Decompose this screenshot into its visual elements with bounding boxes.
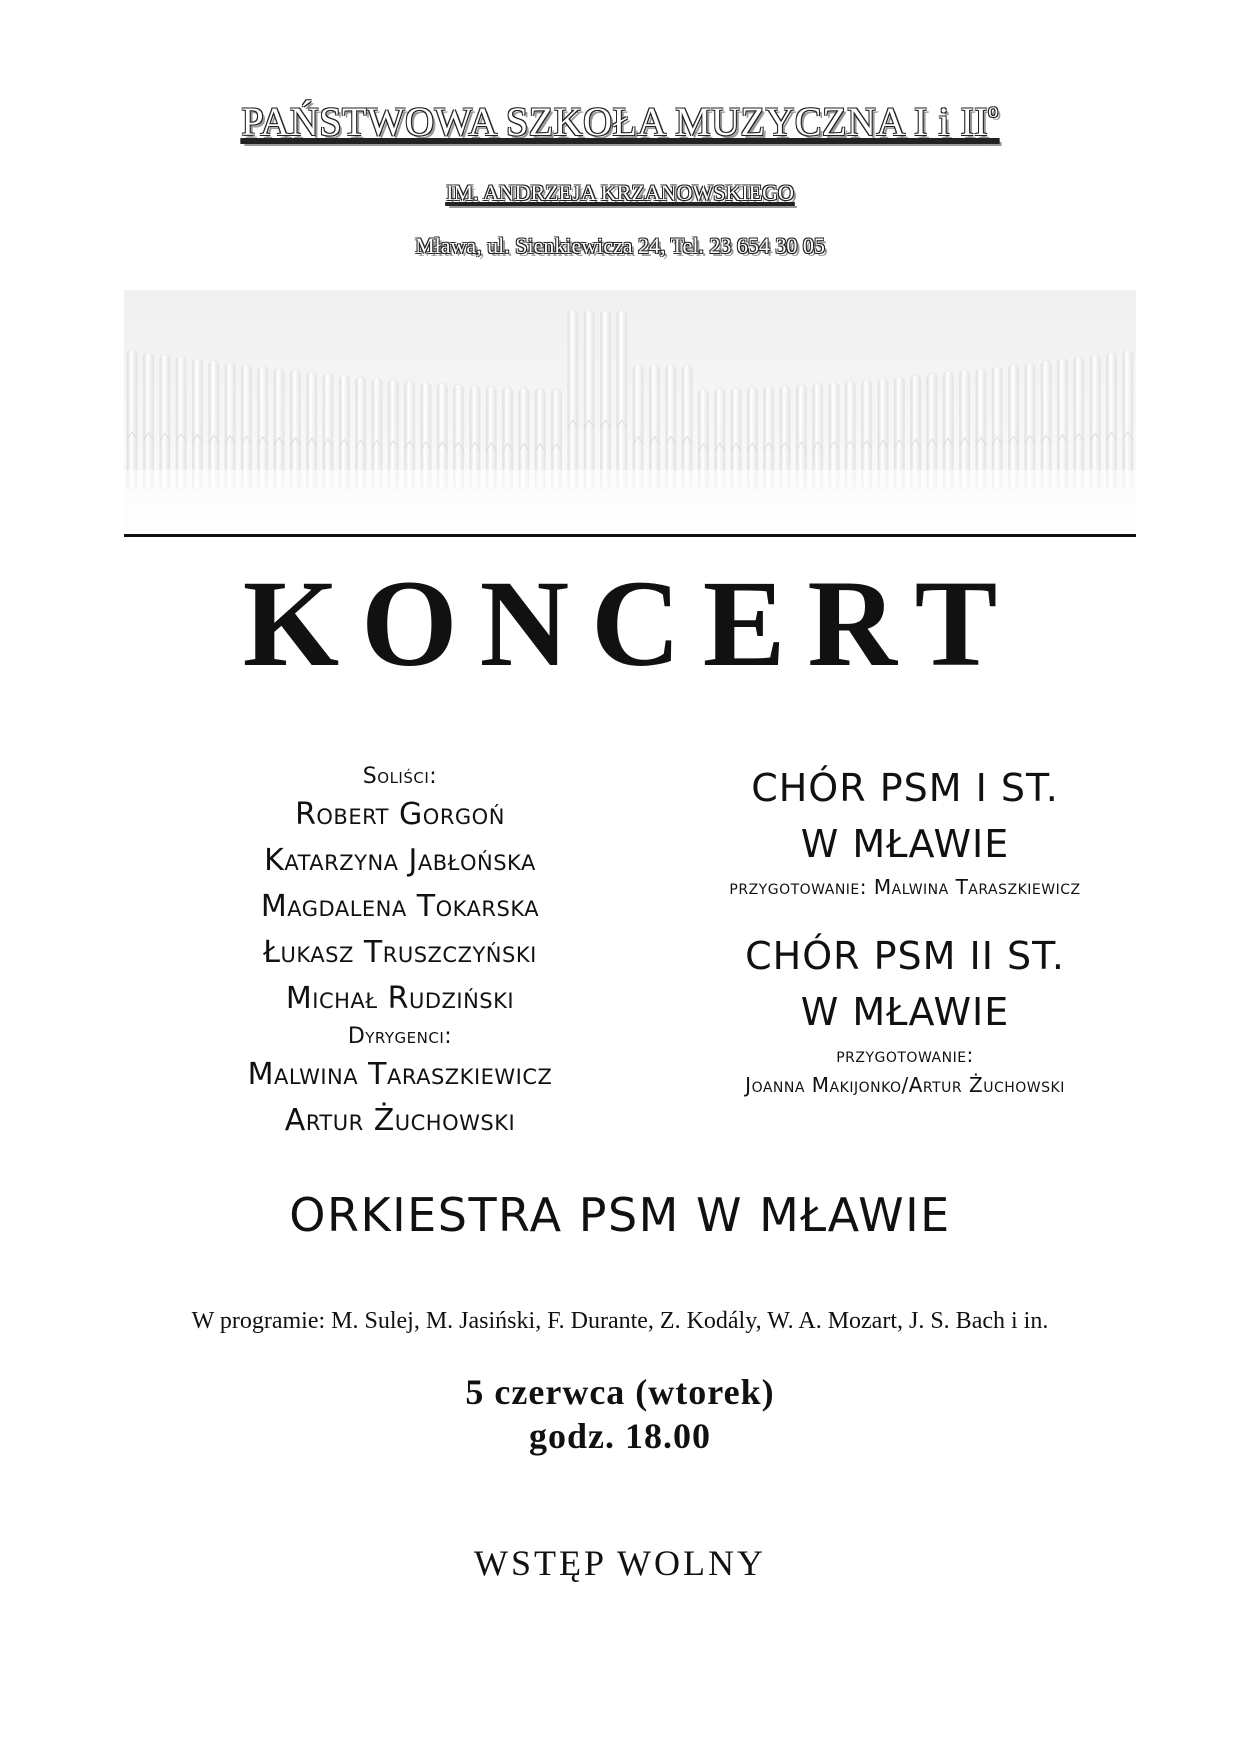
organ-pipe <box>127 350 137 490</box>
conductor-name: Malwina Taraszkiewicz <box>247 1057 553 1092</box>
event-time: godz. 18.00 <box>529 1416 711 1456</box>
choir2-location: W MŁAWIE <box>800 990 1010 1034</box>
conductors-heading: Dyrygenci: <box>347 1024 453 1049</box>
soloists-heading: Soliści: <box>362 764 438 789</box>
soloist-name: Robert Gorgoń <box>295 797 505 832</box>
free-entry-note: WSTĘP WOLNY <box>474 1543 766 1583</box>
orchestra-name: ORKIESTRA PSM W MŁAWIE <box>289 1188 951 1242</box>
organ-pipe <box>617 310 627 490</box>
school-patron: IM. ANDRZEJA KRZANOWSKIEGO <box>446 180 794 205</box>
organ-pipe <box>176 356 186 490</box>
conductor-name: Artur Żuchowski <box>284 1103 516 1138</box>
soloist-name: Katarzyna Jabłońska <box>264 843 536 878</box>
organ-pipe <box>584 310 594 490</box>
choir2-preparation-label: przygotowanie: <box>836 1043 974 1067</box>
organ-pipe <box>1123 350 1133 490</box>
choir1-location: W MŁAWIE <box>800 822 1010 866</box>
performers-column <box>180 762 620 1144</box>
organ-pipe <box>600 310 610 490</box>
organ-pipe <box>1090 354 1100 490</box>
organ-pipe <box>160 354 170 490</box>
soloist-name: Łukasz Truszczyński <box>263 935 537 970</box>
organ-pipe <box>143 352 153 490</box>
organ-pipe <box>1106 352 1116 490</box>
divider-line <box>124 534 1136 537</box>
choir1-title: CHÓR PSM I ST. <box>751 766 1059 810</box>
degree-mark: o <box>988 99 999 122</box>
programme-line: W programie: M. Sulej, M. Jasiński, F. Durante, Z. Kodály, W. A. Mozart, J. S. Bach i in. <box>191 1308 1049 1334</box>
event-date: 5 czerwca (wtorek) <box>465 1372 775 1412</box>
soloist-name: Michał Rudziński <box>285 981 515 1016</box>
choir1-preparation: przygotowanie: Malwina Taraszkiewicz <box>729 875 1081 899</box>
concert-title: KONCERT <box>242 555 1020 692</box>
organ-pipe <box>1074 356 1084 490</box>
school-address: Mława, ul. Sienkiewicza 24, Tel. 23 654 30 05 <box>415 233 825 258</box>
event-date-block <box>0 1370 1240 1458</box>
school-name: PAŃSTWOWA SZKOŁA MUZYCZNA I i $II^o$ <box>241 99 999 144</box>
choirs-column <box>660 760 1150 1100</box>
soloist-name: Magdalena Tokarska <box>260 889 540 924</box>
organ-pipe <box>568 310 578 490</box>
choir2-title: CHÓR PSM II ST. <box>745 934 1065 978</box>
choir2-preparation-names: Joanna Makijonko/Artur Żuchowski <box>745 1073 1065 1097</box>
organ-pipes-image <box>124 290 1136 533</box>
